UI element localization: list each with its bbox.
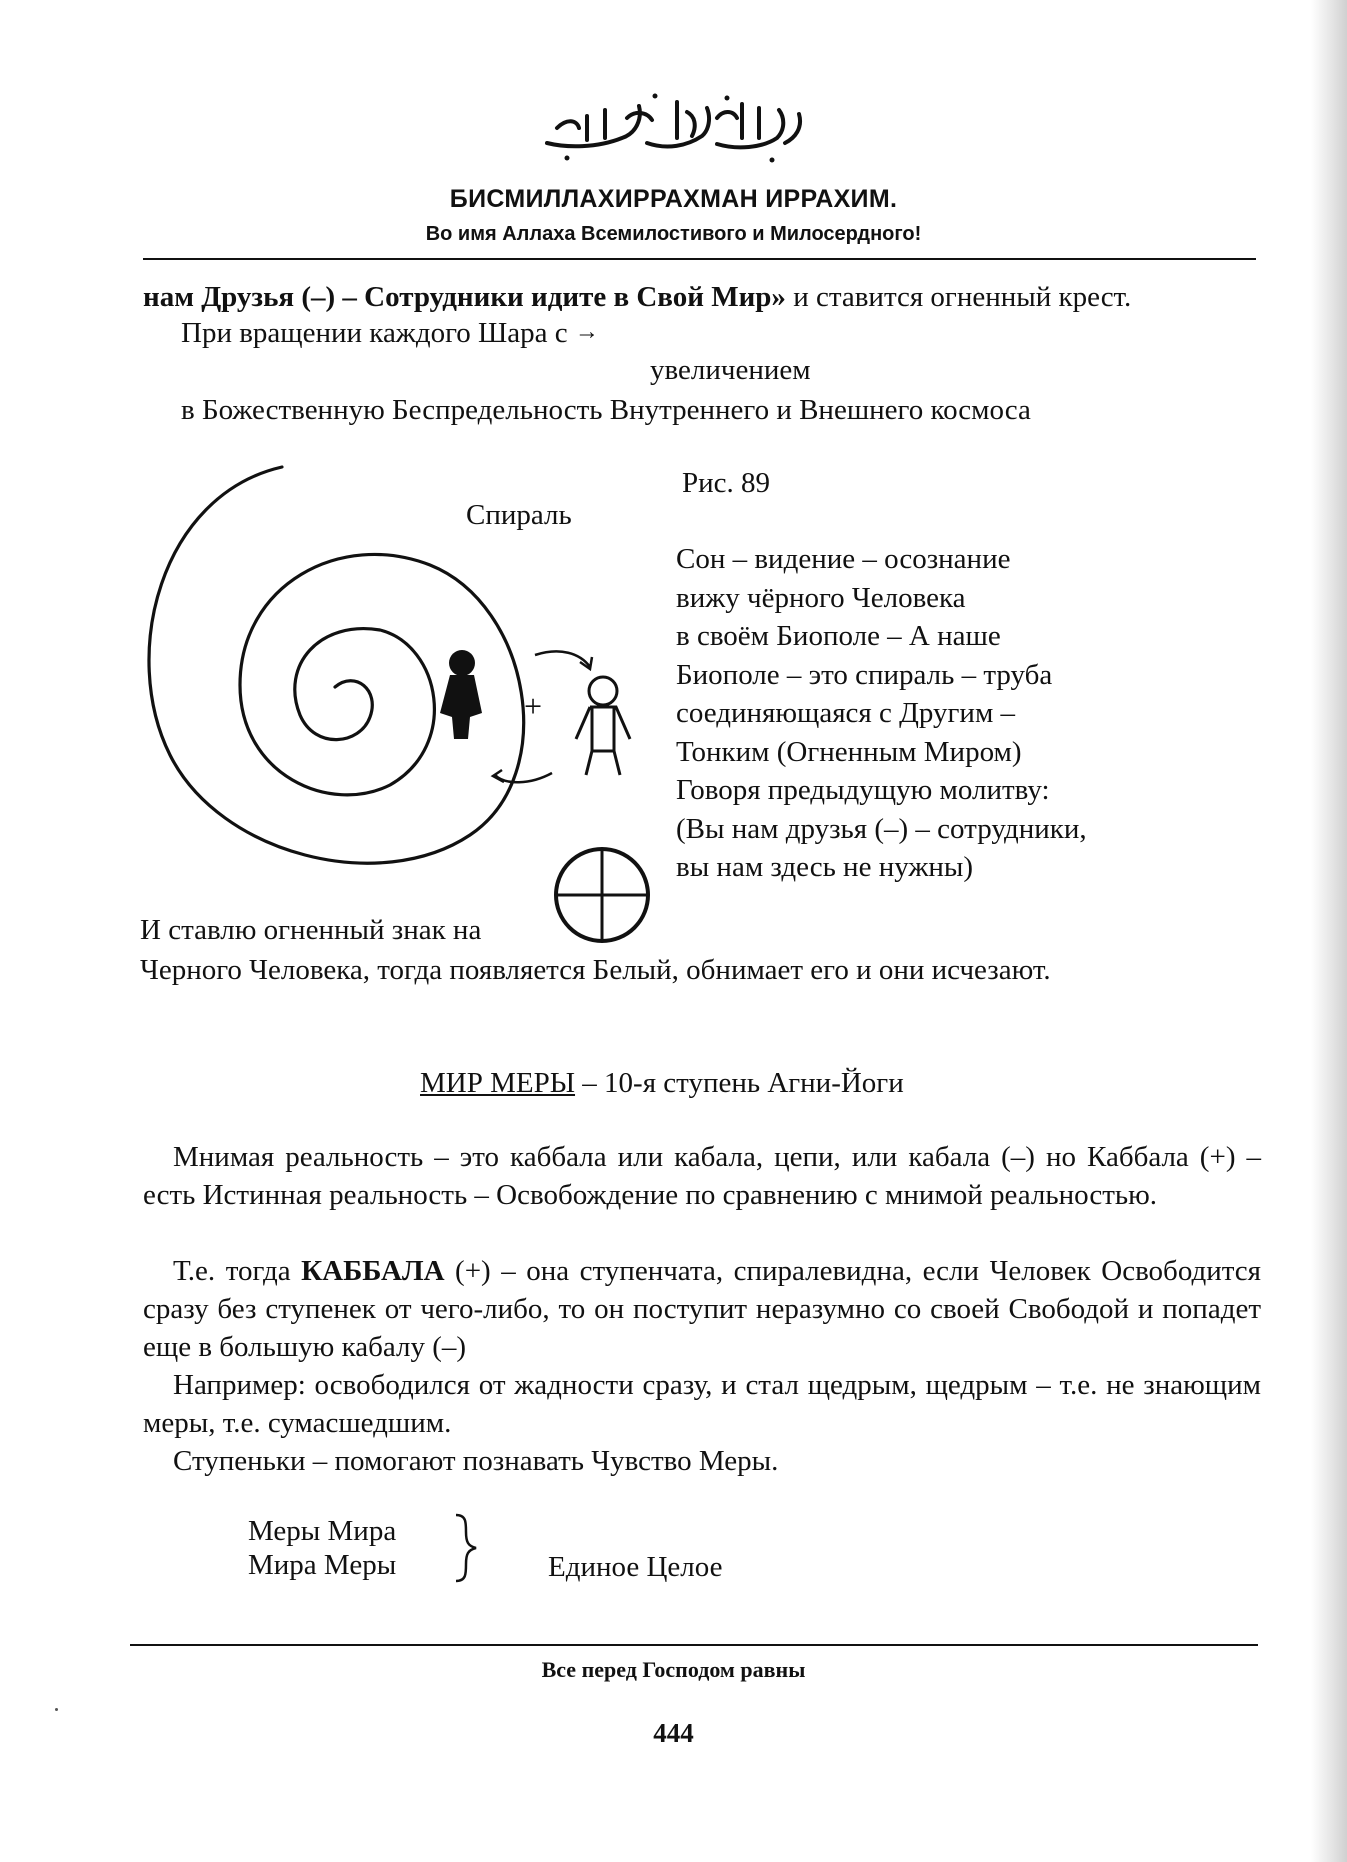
header-rule [143, 258, 1256, 260]
plus-sign: + [524, 688, 543, 724]
intro-line-4: в Божественную Беспредельность Внутреннего и Внешнего космоса [181, 394, 1031, 426]
header-title: БИСМИЛЛАХИРРАХМАН ИРРАХИМ. [449, 185, 898, 213]
paragraph-2-end: (+) – она ступенчата, спиралевидна, если Человек Освободится сразу без ступенек от чего-либо, то он поступит неразумно со своей Свободой и попадет еще в большую кабалу (–) [143, 1255, 1261, 1363]
figure-description [676, 540, 1087, 887]
figure-description-line: вы нам здесь не нужны) [676, 851, 974, 883]
paragraph-3: Например: освободился от жадности сразу, и стал щедрым, щедрым – т.е. не знающим меры, т.е. сумасшедшим. [143, 1369, 1261, 1439]
figure-description-line: Биополе – это спираль – труба [676, 658, 1053, 691]
header-subtitle: Во имя Аллаха Всемилостивого и Милосердного! [425, 223, 922, 245]
paragraph-2 [143, 1252, 1261, 1366]
spiral-label: Спираль [466, 499, 572, 531]
figure-description-line: Говоря предыдущую молитву: [676, 774, 1050, 806]
brace-line-2: Мира Меры [248, 1549, 397, 1581]
footer-motto: Все перед Господом равны [541, 1657, 806, 1682]
paragraph-1: Мнимая реальность – это каббала или кабала, цепи, или кабала (–) но Каббала (+) – есть Истинная реальность – Освобождение по сравнению с мнимой реальностью. [143, 1141, 1261, 1211]
rotation-arrow-top-icon [535, 651, 592, 669]
intro-line-2 [181, 314, 599, 352]
figure-description-line: вижу чёрного Человека [676, 581, 966, 614]
intro-line-1-rest: и ставится огненный крест. [785, 281, 1132, 313]
section-heading-rest: – 10-я ступень Агни-Йоги [575, 1067, 904, 1099]
section-heading [420, 1065, 904, 1102]
paragraph-4: Ступеньки – помогают познавать Чувство Меры. [173, 1445, 779, 1477]
intro-line-1-bold: нам Друзья (–) – Сотрудники идите в Свой Мир» [143, 281, 786, 313]
bismillah-calligraphy [527, 88, 817, 166]
figure-description-line: в своём Биополе – А наше [676, 620, 1001, 652]
page-number: 444 [653, 1718, 694, 1748]
intro-line-3: увеличением [650, 354, 811, 386]
black-person-icon [440, 650, 482, 739]
paragraph-2-bold: КАББАЛА [301, 1255, 445, 1287]
scan-speck [55, 1708, 58, 1711]
right-arrow-icon: → [574, 319, 599, 345]
brace-line-1: Меры Мира [248, 1515, 397, 1547]
footer-rule [130, 1644, 1258, 1646]
figure-description-line: Сон – видение – осознание [676, 543, 1011, 575]
curly-brace-icon [452, 1512, 482, 1584]
figure-description-line: (Вы нам друзья (–) – сотрудники, [676, 812, 1087, 845]
figure-after-line-1: И ставлю огненный знак на [140, 914, 482, 946]
brace-result: Единое Целое [548, 1551, 723, 1583]
figure-caption: Рис. 89 [682, 467, 771, 499]
page-edge-shadow [1311, 0, 1347, 1862]
fire-cross-sign-icon [552, 845, 652, 945]
section-heading-underlined: МИР МЕРЫ [420, 1067, 576, 1099]
paragraph-2-start: Т.е. тогда [173, 1255, 302, 1287]
rotation-arrow-bottom-icon [493, 770, 552, 782]
figure-description-line: соединяющаяся с Другим – [676, 697, 1016, 729]
intro-line-1 [143, 279, 1131, 316]
intro-line-2-text: При вращении каждого Шара с [181, 317, 568, 349]
figure-after-line-2: Черного Человека, тогда появляется Белый, обнимает его и они исчезают. [140, 954, 1051, 986]
figure-description-line: Тонким (Огненным Миром) [676, 735, 1022, 768]
white-person-icon [576, 677, 630, 775]
brace-group-lines [248, 1514, 396, 1582]
